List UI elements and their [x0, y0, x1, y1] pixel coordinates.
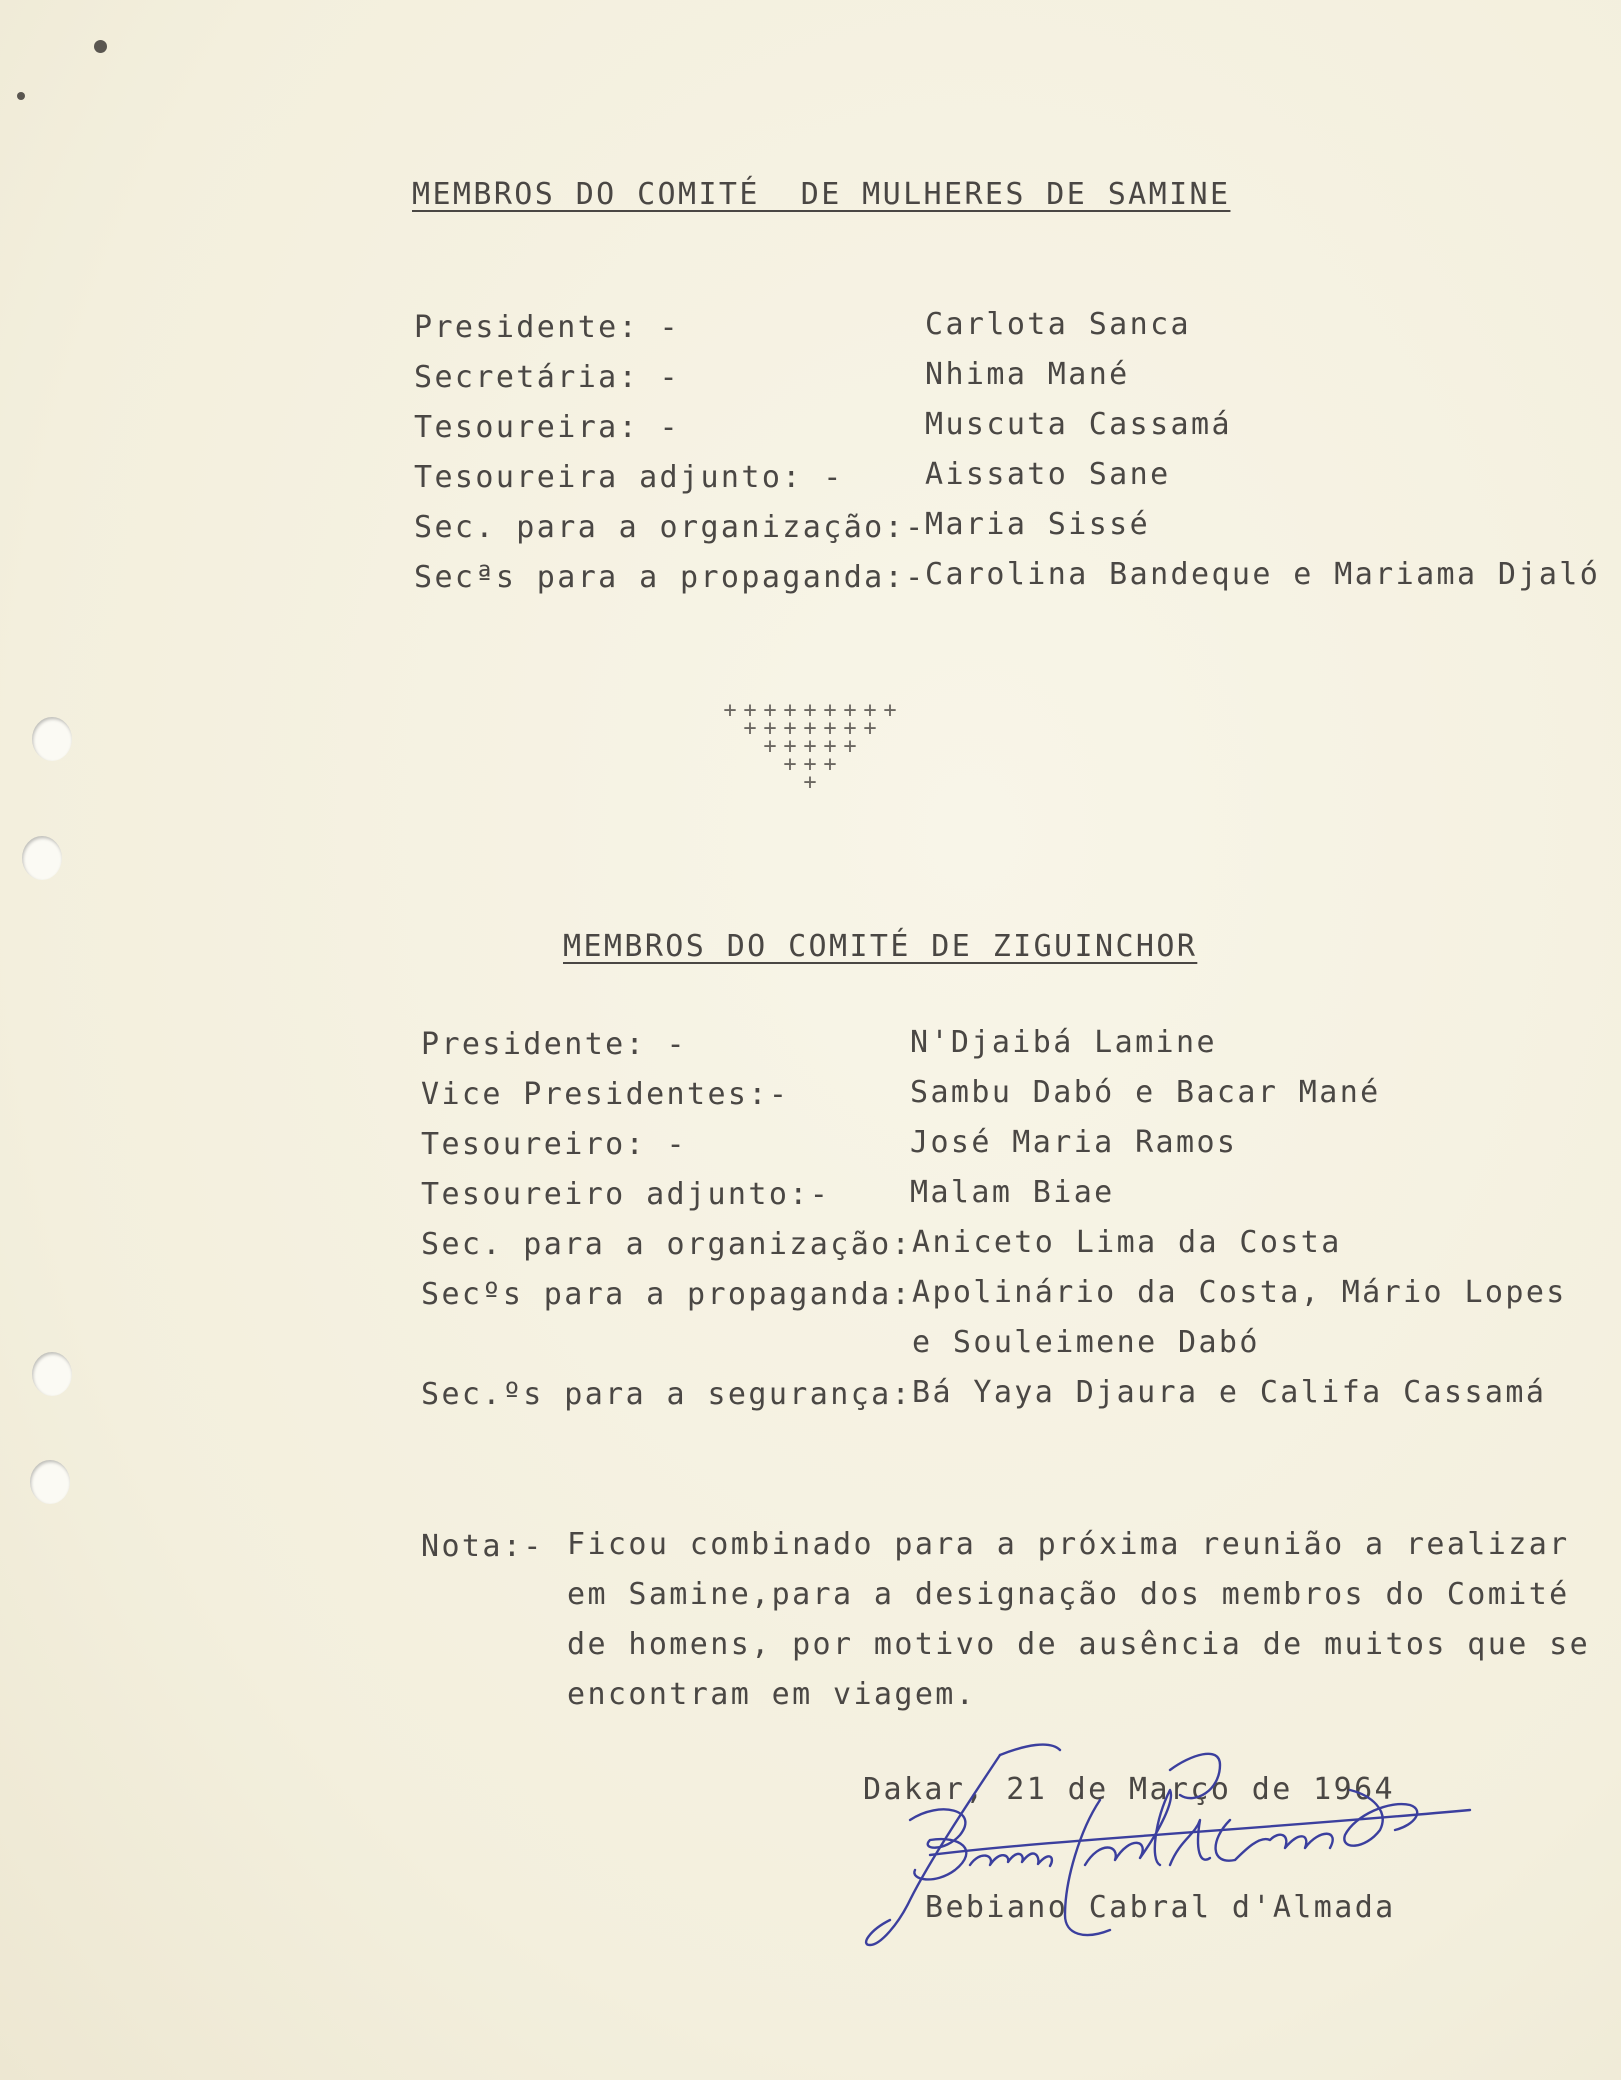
typed-plus-mark: + [803, 700, 817, 723]
typed-plus-mark: + [863, 700, 877, 723]
samine-name: Carolina Bandeque e Mariama Djaló [925, 557, 1601, 592]
typed-plus-mark: + [803, 716, 817, 741]
handwritten-signature [850, 1740, 1490, 1960]
ziguinchor-role: Tesoureiro adjunto:- [421, 1177, 831, 1212]
ziguinchor-name: José Maria Ramos [910, 1125, 1238, 1160]
typed-plus-mark: + [783, 734, 797, 759]
typed-plus-mark: + [743, 700, 757, 723]
typed-cross-ornament [720, 700, 935, 800]
ziguinchor-role: Sec.ºs para a segurança: [421, 1377, 913, 1412]
punch-hole [30, 1460, 70, 1504]
ziguinchor-name: Malam Biae [910, 1175, 1115, 1210]
samine-role: Tesoureira: - [414, 410, 680, 445]
place-date: Dakar, 21 de Março de 1964 [863, 1772, 1395, 1807]
ziguinchor-name: Sambu Dabó e Bacar Mané [910, 1075, 1381, 1110]
typed-plus-mark: + [763, 716, 777, 741]
ziguinchor-name: N'Djaibá Lamine [910, 1025, 1217, 1060]
ziguinchor-name: e Souleimene Dabó [912, 1325, 1260, 1360]
ink-speck [17, 92, 25, 100]
typed-plus-mark: + [803, 734, 817, 759]
typed-plus-mark: + [823, 700, 837, 723]
ziguinchor-role: Sec. para a organização: [421, 1227, 913, 1262]
typed-plus-mark: + [843, 716, 857, 741]
punch-hole [32, 1352, 72, 1396]
note-line: encontram em viagem. [567, 1677, 977, 1712]
typed-plus-mark: + [863, 716, 877, 741]
samine-role: Sec. para a organização:- [414, 510, 926, 545]
typed-plus-mark: + [823, 752, 837, 777]
samine-role: Tesoureira adjunto: - [414, 460, 844, 495]
typed-plus-mark: + [783, 716, 797, 741]
note-line: em Samine,para a designação dos membros do Comité [567, 1577, 1570, 1612]
note-line: Ficou combinado para a próxima reunião a realizar [567, 1527, 1570, 1562]
typed-plus-mark: + [783, 752, 797, 777]
typed-plus-mark: + [763, 700, 777, 723]
ziguinchor-role: Vice Presidentes:- [421, 1077, 790, 1112]
punch-hole [22, 836, 62, 880]
samine-role: Secªs para a propaganda:- [414, 560, 926, 595]
signatory-name: Bebiano Cabral d'Almada [925, 1890, 1396, 1925]
ziguinchor-title: MEMBROS DO COMITÉ DE ZIGUINCHOR [563, 929, 1198, 964]
ziguinchor-role: Tesoureiro: - [421, 1127, 687, 1162]
typed-plus-mark: + [723, 700, 737, 723]
typed-plus-mark: + [743, 716, 757, 741]
typed-plus-mark: + [823, 716, 837, 741]
typed-plus-mark: + [763, 734, 777, 759]
ziguinchor-name: Bá Yaya Djaura e Califa Cassamá [912, 1375, 1547, 1410]
samine-title: MEMBROS DO COMITÉ DE MULHERES DE SAMINE [412, 177, 1231, 212]
ziguinchor-name: Apolinário da Costa, Mário Lopes [912, 1275, 1567, 1310]
samine-role: Secretária: - [414, 360, 680, 395]
samine-name: Nhima Mané [925, 357, 1130, 392]
typed-plus-mark: + [843, 700, 857, 723]
typed-plus-mark: + [783, 700, 797, 723]
samine-name: Maria Sissé [925, 507, 1151, 542]
samine-name: Muscuta Cassamá [925, 407, 1232, 442]
punch-hole [32, 717, 72, 761]
ziguinchor-role: Secºs para a propaganda: [421, 1277, 913, 1312]
samine-name: Aissato Sane [925, 457, 1171, 492]
ziguinchor-name: Aniceto Lima da Costa [912, 1225, 1342, 1260]
note-label: Nota:- [421, 1529, 544, 1564]
typed-plus-mark: + [823, 734, 837, 759]
samine-name: Carlota Sanca [925, 307, 1191, 342]
typed-plus-mark: + [843, 734, 857, 759]
samine-role: Presidente: - [414, 310, 680, 345]
typed-plus-mark: + [883, 700, 897, 723]
note-line: de homens, por motivo de ausência de muitos que se [567, 1627, 1591, 1662]
ink-speck [94, 40, 107, 53]
ziguinchor-role: Presidente: - [421, 1027, 687, 1062]
typed-plus-mark: + [803, 752, 817, 777]
typed-plus-mark: + [803, 770, 817, 795]
